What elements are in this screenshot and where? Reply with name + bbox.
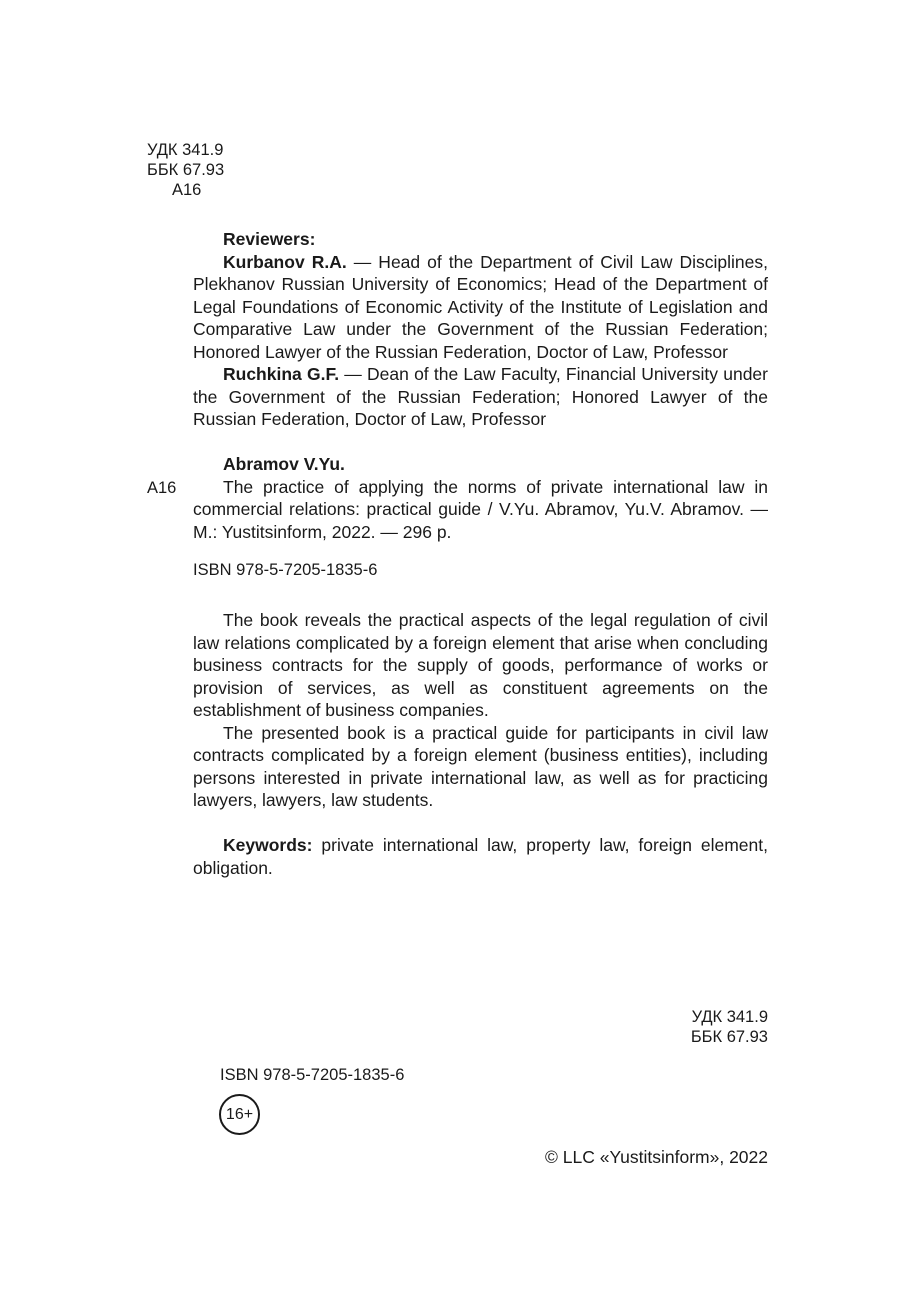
keywords-text: private international law, property law, foreign element, obligation. bbox=[193, 835, 768, 878]
bbk-code: ББК 67.93 bbox=[147, 161, 225, 179]
reviewer-name: Ruchkina G.F. bbox=[223, 364, 340, 384]
reviewer-description: — Dean of the Law Faculty, Financial University under the Government of the Russian Federation; Honored Lawyer of the Russian Federation, Doctor of Law, Professor bbox=[193, 364, 768, 429]
abstract-paragraph: The book reveals the practical aspects of the legal regulation of civil law relations complicated by a foreign element that arise when concluding business contracts for the supply of goods, performance of works or provision of services, as well as constituent agreements on the establishment of business companies. bbox=[193, 610, 768, 720]
bibliography-section bbox=[193, 453, 768, 543]
classification-block bbox=[147, 140, 224, 200]
abstract-section bbox=[193, 609, 768, 812]
footer-bbk-code: ББК 67.93 bbox=[690, 1028, 768, 1046]
keywords-line bbox=[193, 834, 768, 879]
udk-code: УДК 341.9 bbox=[147, 141, 224, 159]
reviewers-heading: Reviewers: bbox=[223, 229, 316, 249]
keywords-section bbox=[193, 834, 768, 879]
reviewer-entry bbox=[193, 251, 768, 364]
keywords-label: Keywords: bbox=[223, 835, 313, 855]
bibliographic-entry: The practice of applying the norms of private international law in commercial relations: practical guide / V.Yu. Abramov, Yu.V. Abramov. — M.: Yustitsinform, 2022. — 296 p. bbox=[193, 476, 768, 542]
reviewer-entry bbox=[193, 363, 768, 431]
footer-classification bbox=[620, 1007, 768, 1047]
book-author: Abramov V.Yu. bbox=[223, 454, 345, 474]
reviewer-name: Kurbanov R.A. bbox=[223, 251, 347, 272]
reviewer-description: — Head of the Department of Civil Law Disciplines, Plekhanov Russian University of Economics; Head of the Department of Legal Foundations of Economic Activity of the Institute of Legislation and Comparative Law under the Government of the Russian Federation; Honored Lawyer of the Russian Federation, Doctor of Law, Professor bbox=[193, 251, 768, 362]
isbn-number: ISBN 978-5-7205-1835-6 bbox=[193, 561, 378, 579]
author-mark: А16 bbox=[172, 181, 202, 199]
age-rating-badge: 16+ bbox=[219, 1094, 260, 1135]
margin-author-mark: A16 bbox=[147, 479, 177, 497]
reviewers-section bbox=[193, 228, 768, 431]
footer-udk-code: УДК 341.9 bbox=[691, 1008, 768, 1026]
footer-isbn-number: ISBN 978-5-7205-1835-6 bbox=[220, 1066, 405, 1084]
copyright-notice: © LLC «Yustitsinform», 2022 bbox=[544, 1147, 768, 1167]
abstract-paragraph: The presented book is a practical guide for participants in civil law contracts complicated by a foreign element (business entities), including persons interested in private international law, as well as for practicing lawyers, lawyers, law students. bbox=[193, 722, 768, 810]
